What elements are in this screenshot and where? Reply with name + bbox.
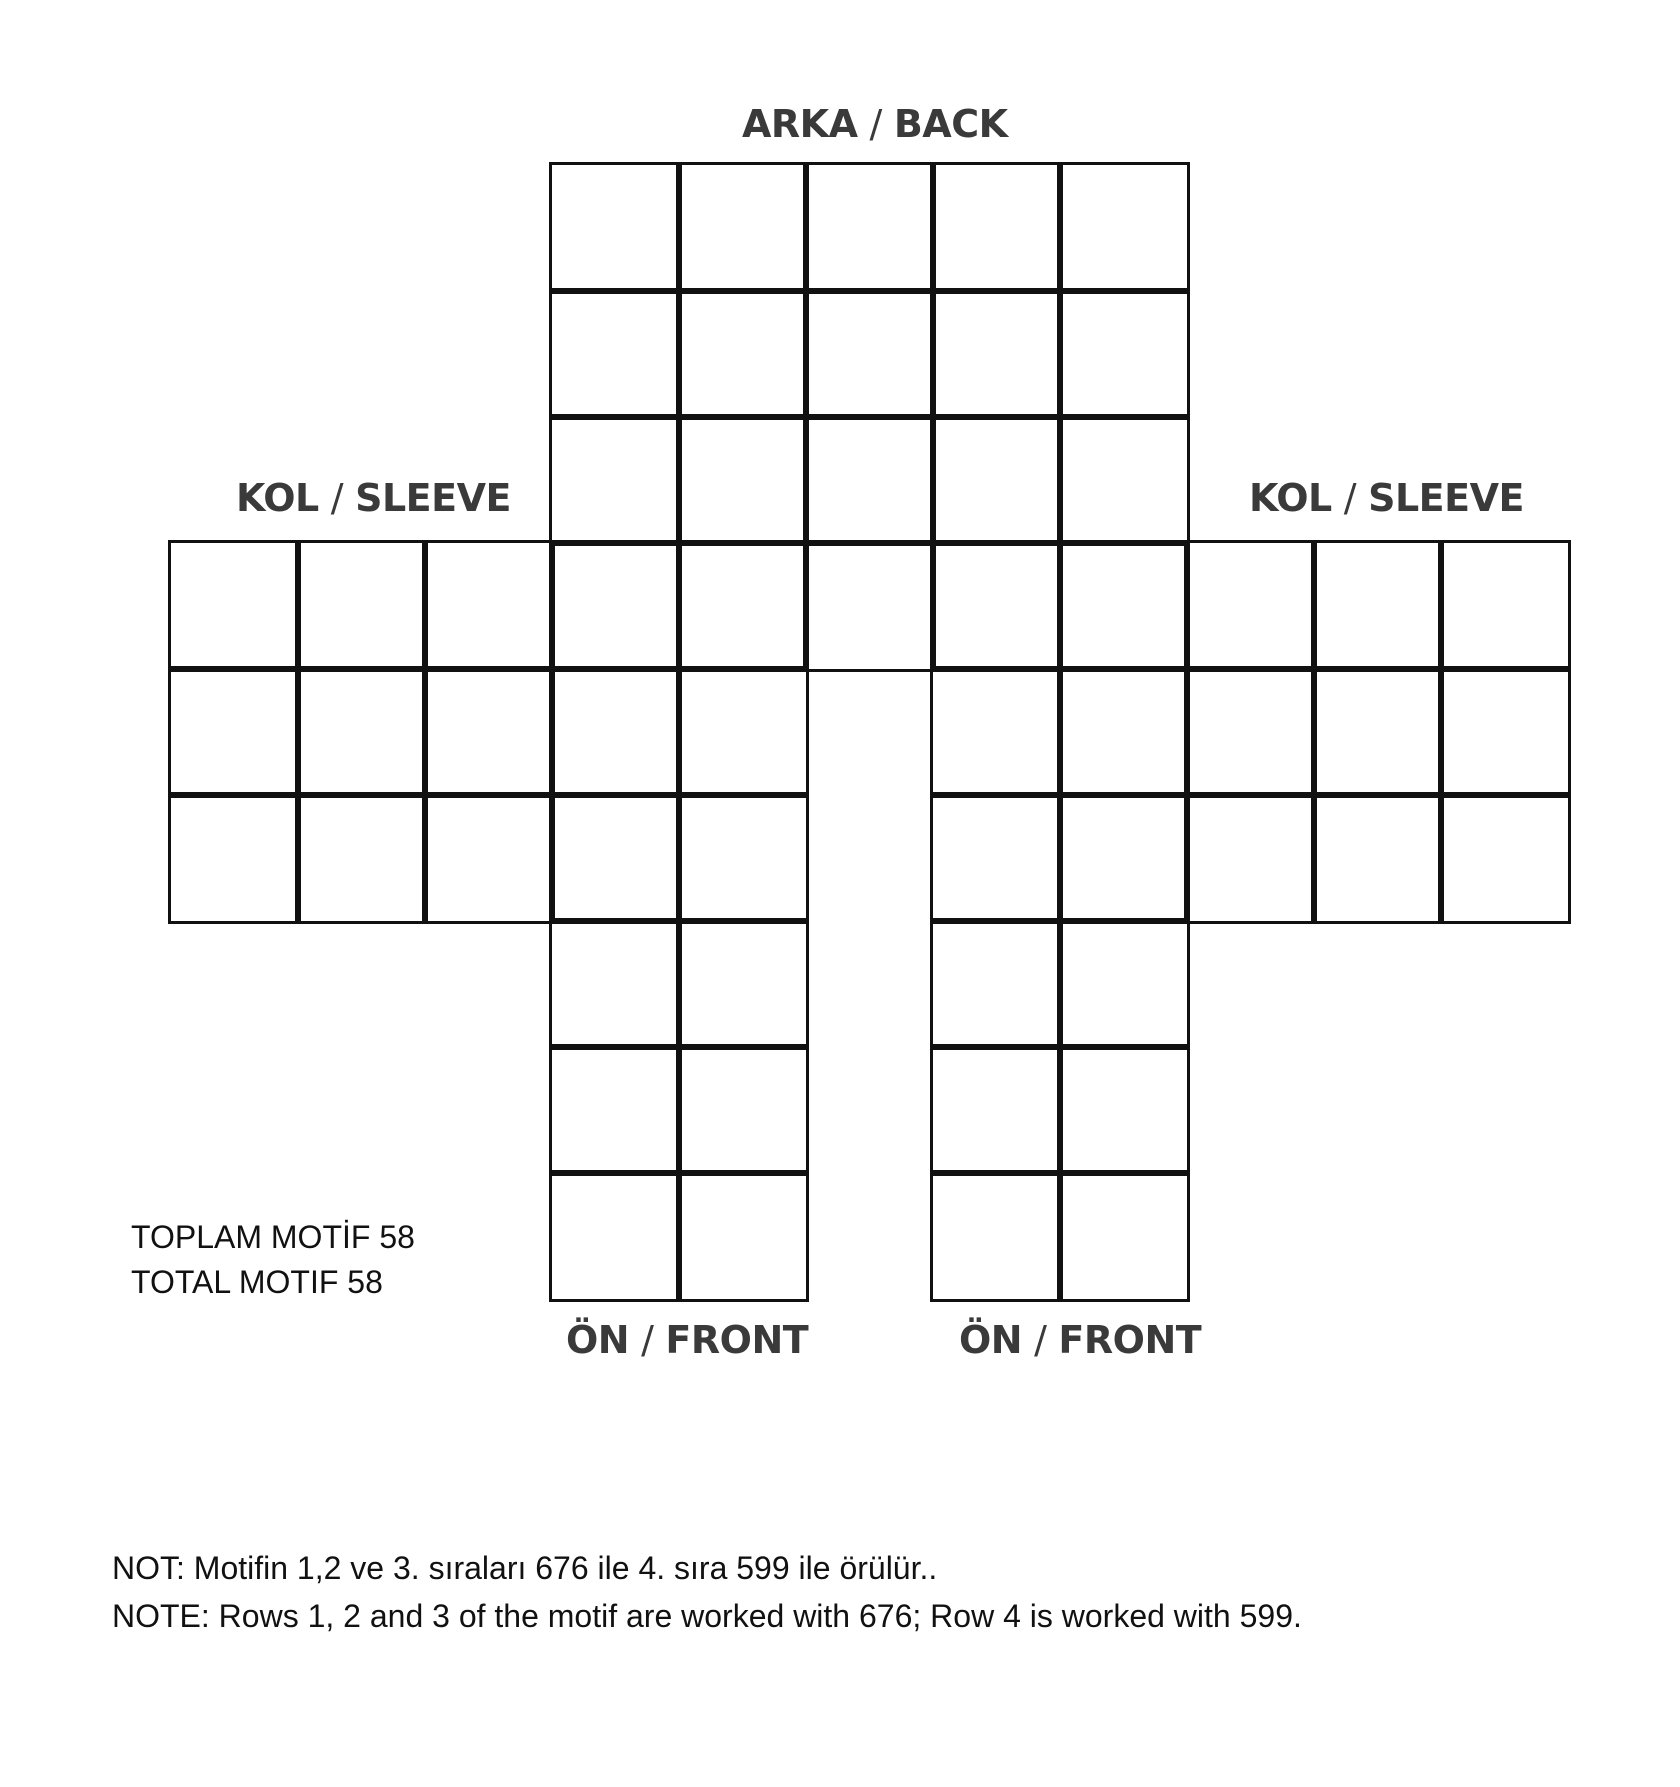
sleeve-right-label — [1249, 476, 1524, 520]
motif-square-sleeve-left — [295, 666, 428, 798]
motif-square-front-right — [930, 666, 1063, 798]
motif-square-front-left — [676, 792, 809, 924]
motif-square-back — [549, 540, 682, 672]
front-left-label-tr: ÖN — [566, 1318, 630, 1362]
motif-square-front-left — [549, 918, 682, 1050]
motif-square-back — [549, 414, 682, 546]
motif-square-back — [676, 540, 809, 672]
motif-square-sleeve-right — [1184, 540, 1317, 672]
motif-square-sleeve-left — [168, 792, 301, 924]
front-left-label — [566, 1318, 808, 1362]
note-en: NOTE: Rows 1, 2 and 3 of the motif are worked with 676; Row 4 is worked with 599. — [112, 1598, 1302, 1634]
back-label — [742, 102, 1008, 146]
motif-square-back — [549, 162, 682, 294]
motif-square-sleeve-right — [1311, 666, 1444, 798]
back-label-sep: / — [869, 102, 882, 146]
motif-square-back — [1057, 288, 1190, 420]
motif-square-front-right — [1057, 1044, 1190, 1176]
motif-square-front-left — [549, 1044, 682, 1176]
motif-square-back — [803, 162, 936, 294]
motif-square-sleeve-right — [1184, 666, 1317, 798]
motif-square-back — [1057, 540, 1190, 672]
motif-square-back — [930, 288, 1063, 420]
note-tr: NOT: Motifin 1,2 ve 3. sıraları 676 ile 4. sıra 599 ile örülür.. — [112, 1550, 938, 1586]
motif-square-front-right — [1057, 792, 1190, 924]
motif-square-sleeve-left — [295, 540, 428, 672]
sleeve-left-label-en: SLEEVE — [355, 476, 511, 520]
front-right-label-en: FRONT — [1058, 1318, 1202, 1362]
motif-square-front-right — [1057, 1170, 1190, 1302]
motif-square-sleeve-right — [1184, 792, 1317, 924]
front-right-label-tr: ÖN — [959, 1318, 1023, 1362]
motif-square-front-left — [549, 792, 682, 924]
motif-square-front-right — [930, 792, 1063, 924]
motif-square-front-left — [676, 666, 809, 798]
motif-square-front-left — [549, 1170, 682, 1302]
sleeve-right-label-sep: / — [1343, 476, 1357, 520]
motif-square-back — [930, 540, 1063, 672]
motif-square-front-right — [930, 1170, 1063, 1302]
motif-square-front-right — [930, 1044, 1063, 1176]
motif-square-sleeve-right — [1311, 792, 1444, 924]
motif-square-sleeve-left — [168, 666, 301, 798]
motif-square-sleeve-left — [295, 792, 428, 924]
motif-square-sleeve-right — [1438, 540, 1571, 672]
total-motif-tr: TOPLAM MOTİF 58 — [131, 1219, 415, 1255]
motif-square-back — [803, 414, 936, 546]
sleeve-right-label-en: SLEEVE — [1368, 476, 1524, 520]
back-label-en: BACK — [893, 102, 1008, 146]
motif-square-sleeve-right — [1311, 540, 1444, 672]
motif-square-back — [676, 162, 809, 294]
sleeve-left-label — [236, 476, 511, 520]
motif-square-back — [676, 288, 809, 420]
motif-square-front-right — [1057, 666, 1190, 798]
motif-square-front-left — [676, 1044, 809, 1176]
front-left-label-en: FRONT — [665, 1318, 809, 1362]
motif-square-sleeve-right — [1438, 792, 1571, 924]
sleeve-right-label-tr: KOL — [1249, 476, 1332, 520]
front-right-label-sep: / — [1034, 1318, 1047, 1362]
motif-square-sleeve-left — [168, 540, 301, 672]
motif-square-back — [1057, 162, 1190, 294]
motif-square-back — [676, 414, 809, 546]
front-left-label-sep: / — [641, 1318, 654, 1362]
front-right-label — [959, 1318, 1201, 1362]
motif-square-front-right — [1057, 918, 1190, 1050]
sleeve-left-label-tr: KOL — [236, 476, 319, 520]
motif-square-sleeve-left — [422, 666, 555, 798]
motif-square-front-left — [549, 666, 682, 798]
motif-square-sleeve-left — [422, 540, 555, 672]
motif-square-sleeve-left — [422, 792, 555, 924]
back-label-tr: ARKA — [742, 102, 858, 146]
motif-square-front-left — [676, 918, 809, 1050]
motif-square-back — [930, 414, 1063, 546]
total-motif-en: TOTAL MOTIF 58 — [131, 1264, 383, 1300]
motif-square-sleeve-right — [1438, 666, 1571, 798]
motif-square-back — [549, 288, 682, 420]
motif-square-back — [1057, 414, 1190, 546]
motif-square-back — [930, 162, 1063, 294]
motif-square-back — [803, 288, 936, 420]
sleeve-left-label-sep: / — [330, 476, 344, 520]
motif-square-back — [803, 540, 936, 672]
motif-square-front-left — [676, 1170, 809, 1302]
motif-square-front-right — [930, 918, 1063, 1050]
